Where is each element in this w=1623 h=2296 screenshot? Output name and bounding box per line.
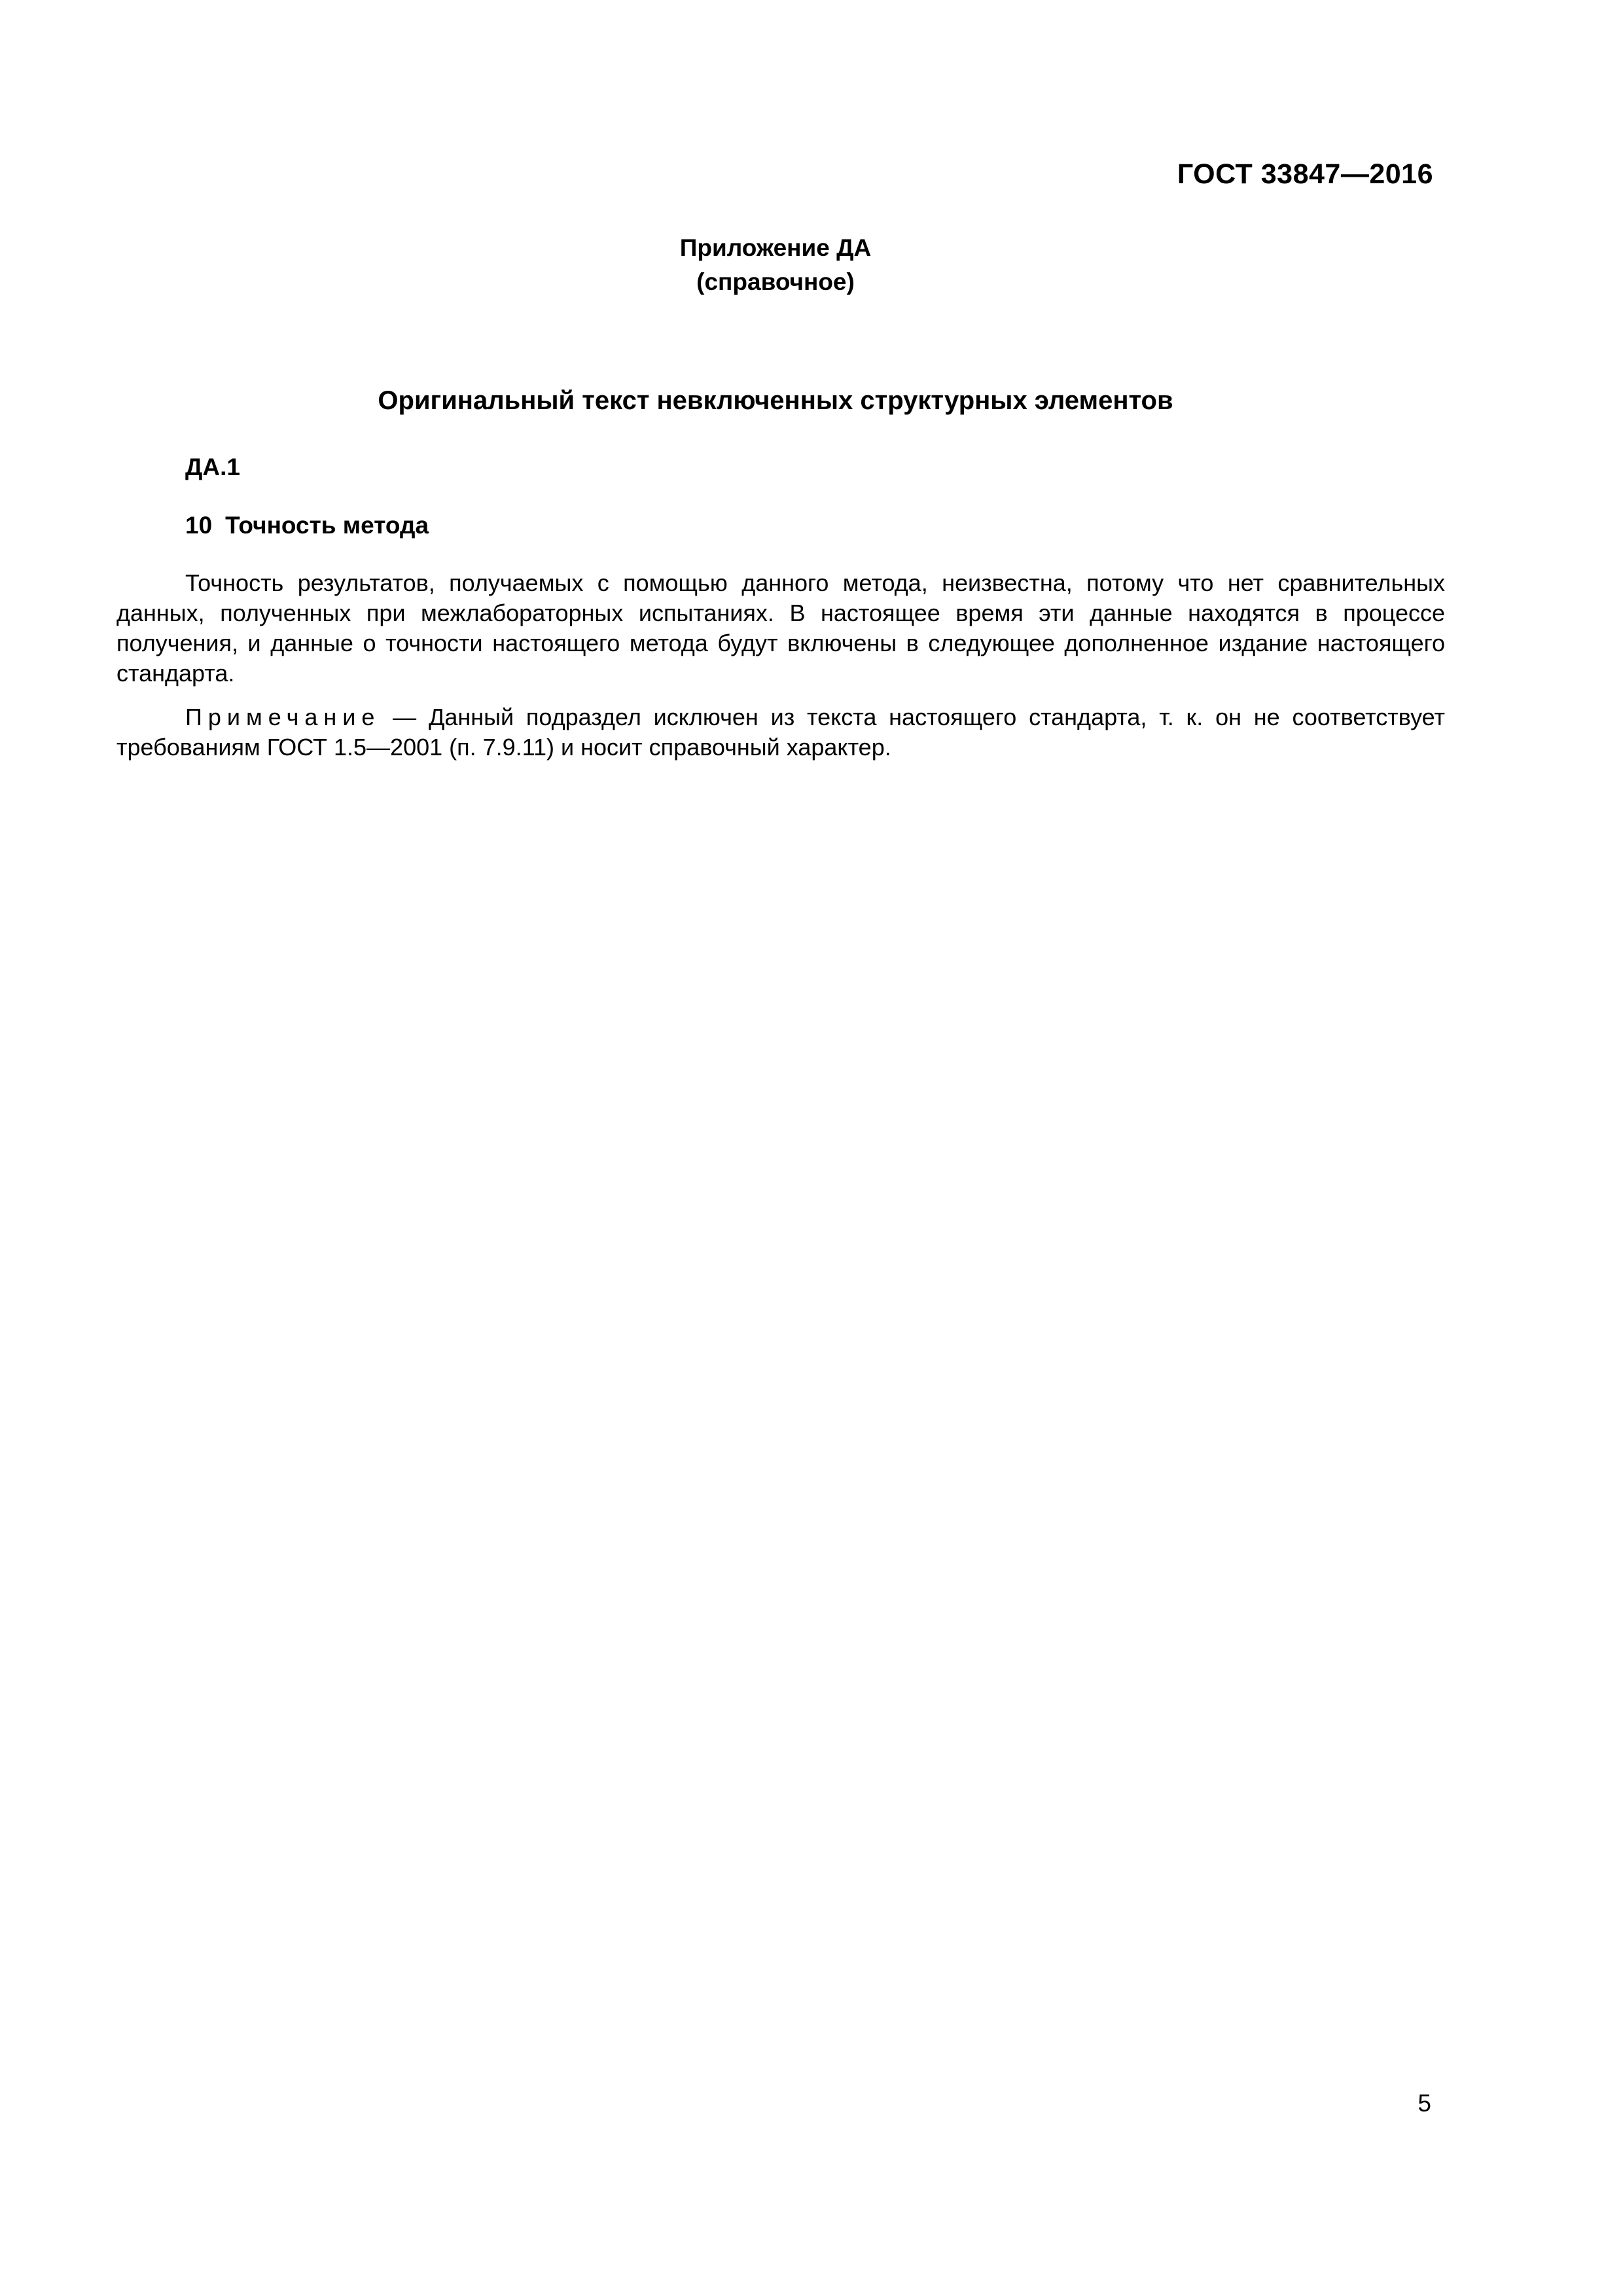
section-title: Оригинальный текст невключенных структурных элементов bbox=[378, 386, 1173, 415]
clause-id: ДА.1 bbox=[185, 454, 240, 480]
note-label: Примечание bbox=[185, 704, 381, 730]
clause-heading-number: 10 bbox=[185, 512, 213, 539]
note-text: — Данный подраздел исключен из текста настоящего стандарта, т. к. он не соответствует требованиям ГОСТ 1.5—2001 (п. 7.9.11) и носит справочный характер. bbox=[116, 704, 1445, 761]
clause-heading bbox=[185, 512, 429, 539]
page-number: 5 bbox=[1418, 2090, 1431, 2117]
paragraph-accuracy: Точность результатов, получаемых с помощью данного метода, неизвестна, потому что нет сравнительных данных, полученных при межлабораторных испытаниях. В настоящее время эти данные находятся в процессе получения, и данные о точности настоящего метода будут включены в следующее дополненное издание настоящего стандарта. bbox=[116, 569, 1445, 687]
appendix-heading bbox=[0, 231, 1551, 299]
appendix-title: Приложение ДА bbox=[679, 234, 872, 261]
document-code: ГОСТ 33847—2016 bbox=[1177, 158, 1433, 190]
appendix-subtitle: (справочное) bbox=[696, 268, 855, 295]
note-paragraph bbox=[116, 702, 1445, 762]
clause-heading-text: Точность метода bbox=[225, 512, 429, 539]
